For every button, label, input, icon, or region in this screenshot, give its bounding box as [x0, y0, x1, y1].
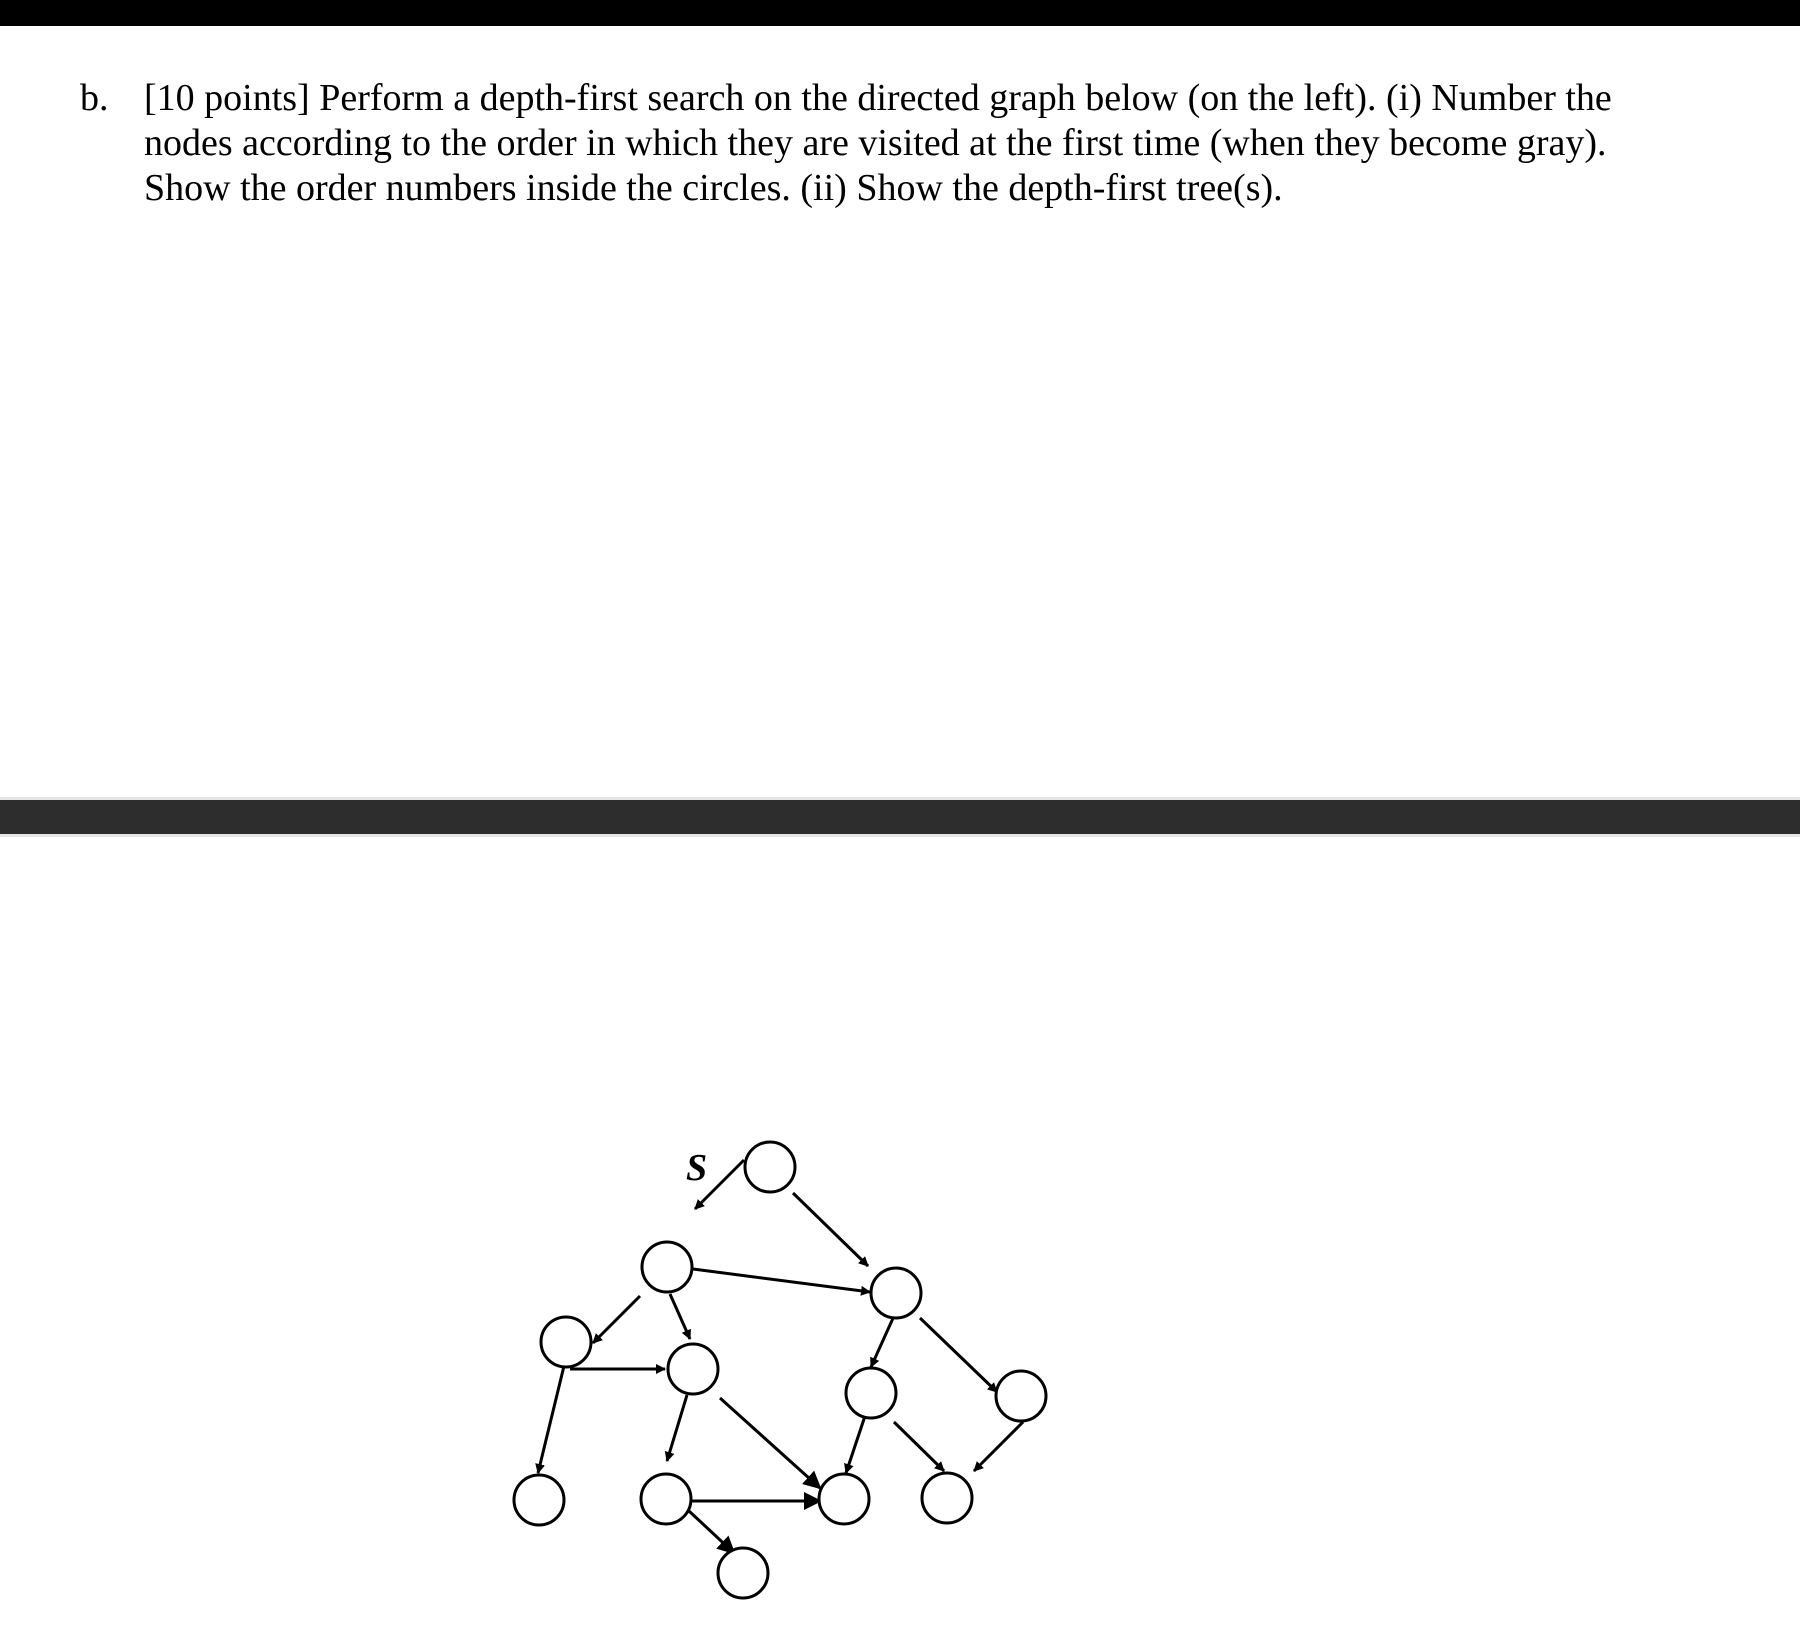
graph-node-k: [922, 1473, 972, 1523]
graph-node-g: [514, 1475, 564, 1525]
edge-b-e: [871, 1316, 894, 1367]
edge-e-k: [894, 1422, 944, 1471]
graph-node-b: [871, 1268, 921, 1318]
edge-a-c: [593, 1296, 640, 1343]
source-label: S: [686, 1147, 708, 1189]
edge-s-b: [793, 1193, 868, 1266]
edge-e-i: [846, 1416, 865, 1473]
edge-d-i: [720, 1398, 820, 1488]
graph-node-s: [745, 1142, 795, 1192]
edge-d-h: [667, 1395, 687, 1461]
graph-node-a: [642, 1242, 692, 1292]
edge-b-f: [920, 1318, 997, 1392]
graph-node-j: [718, 1548, 768, 1598]
graph-node-h: [641, 1474, 691, 1524]
edge-a-b: [693, 1269, 870, 1292]
edge-h-j: [689, 1511, 734, 1553]
graph-node-c: [541, 1317, 591, 1367]
edge-c-g: [538, 1366, 564, 1473]
graph-node-e: [846, 1368, 896, 1418]
edge-a-d: [670, 1294, 690, 1339]
graph-node-f: [996, 1371, 1046, 1421]
question-text: [10 points] Perform a depth-first search on the directed graph below (on the left). (i) Number the nodes according to the order in which they are visited at the first time (when they become gray). Show the order numbers inside the circles. (ii) Show the depth-first tree(s).: [144, 77, 1612, 209]
question-marker: b.: [80, 77, 109, 119]
edge-f-k: [974, 1422, 1023, 1471]
graph-node-d: [668, 1344, 718, 1394]
graph-node-i: [819, 1474, 869, 1524]
